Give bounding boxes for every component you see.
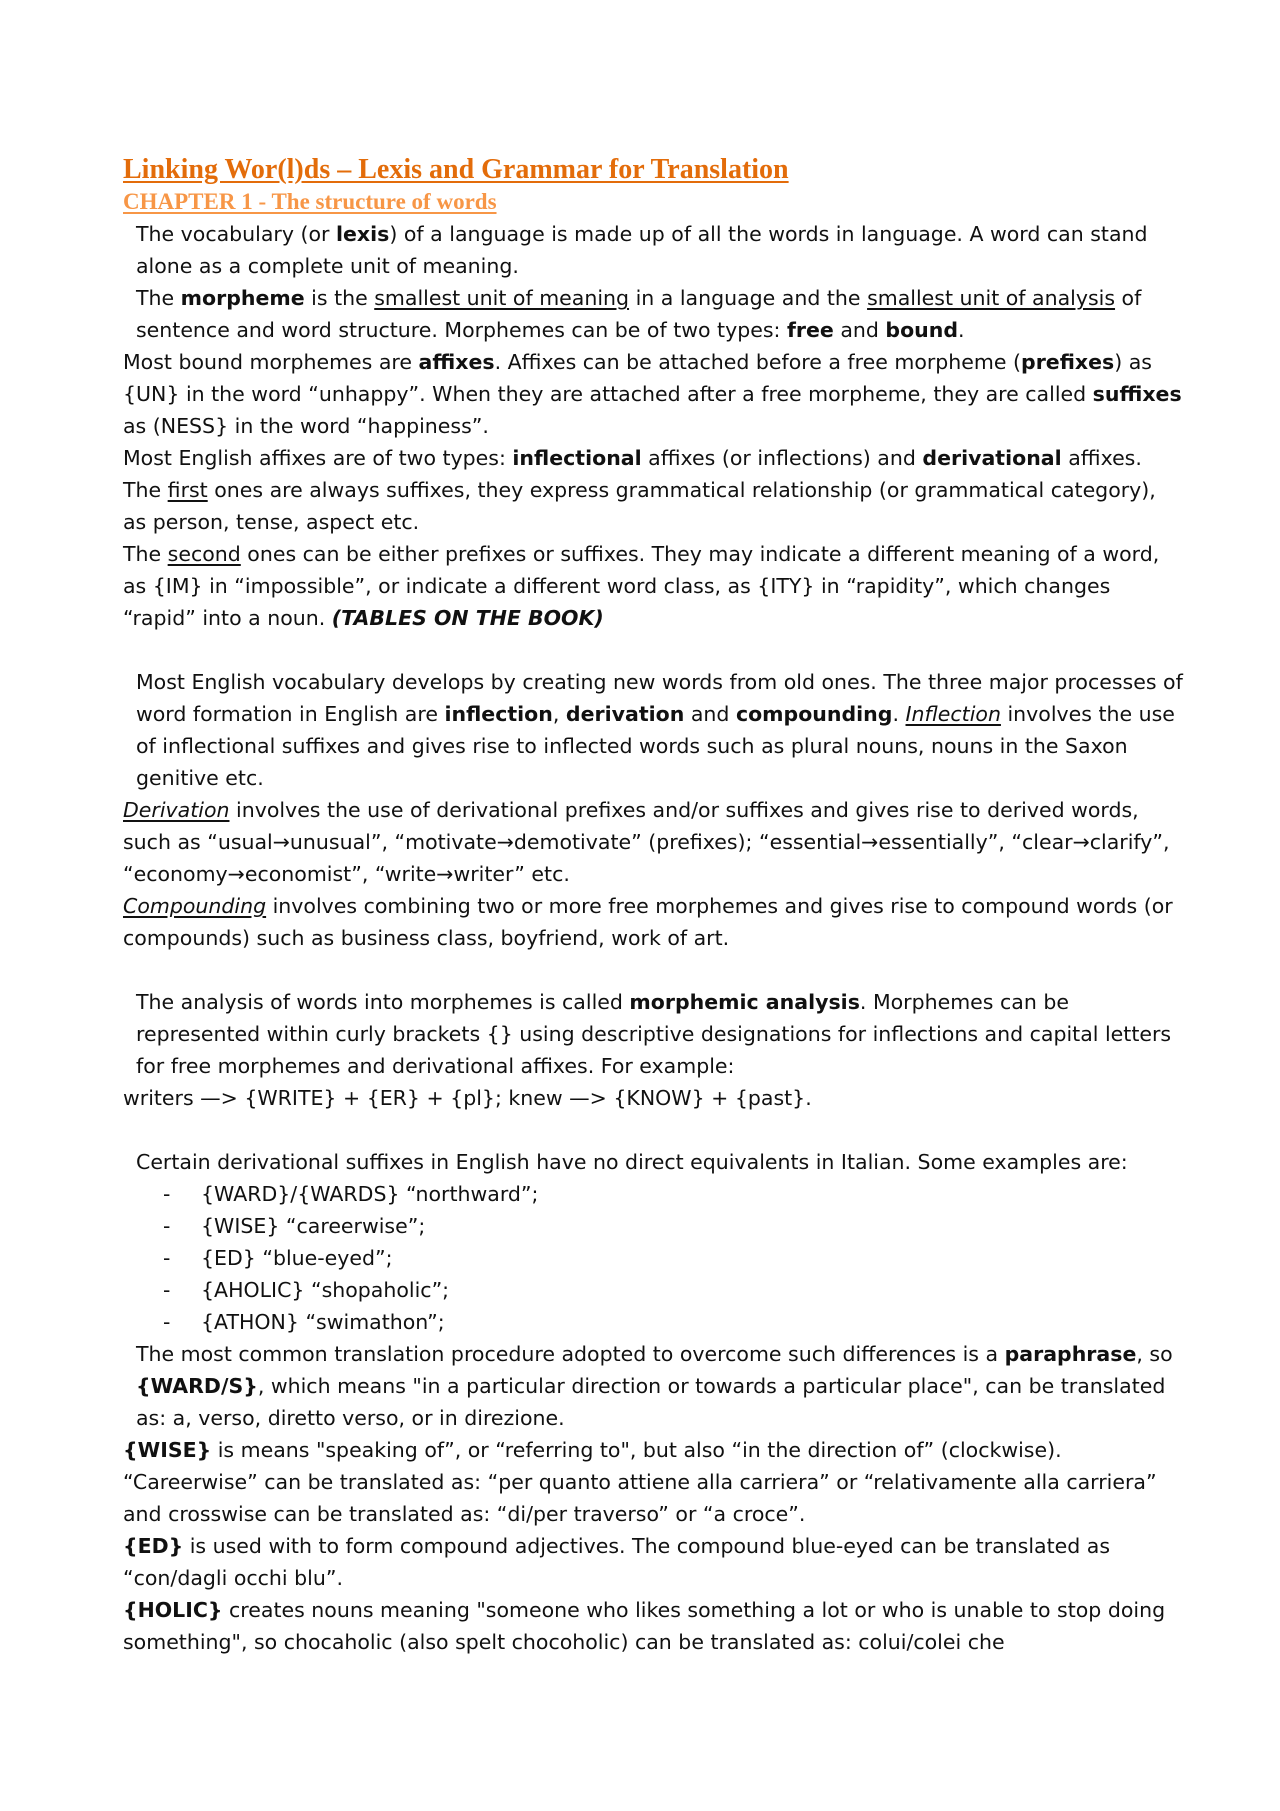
- paragraph-compounding: Compounding involves combining two or more free morphemes and gives rise to compound words (or compounds) such as business class, boyfriend, work of art.: [123, 894, 1173, 950]
- paragraph-morphemic-analysis: The analysis of words into morphemes is called morphemic analysis. Morphemes can be represented within curly brackets {} using descriptive designations for inflections and capital letters for free morphemes and derivational affixes. For example:: [136, 990, 1172, 1078]
- document-title: Linking Wor(l)ds – Lexis and Grammar for Translation: [123, 154, 789, 185]
- paragraph-holic: {HOLIC} creates nouns meaning "someone who likes something a lot or who is unable to stop doing something", so chocaholic (also spelt chocoholic) can be translated as: colui/colei che: [123, 1598, 1166, 1654]
- paragraph-derivation: Derivation involves the use of derivational prefixes and/or suffixes and gives rise to derived words, such as “usual→unusual”, “motivate→demotivate” (prefixes); “essential→essentially”, “clear→clarify”, “economy→economist”, “write→writer” etc.: [123, 798, 1170, 886]
- list-item: - {ED} “blue-eyed”;: [163, 1242, 1183, 1274]
- paragraph-ed: {ED} is used with to form compound adjectives. The compound blue-eyed can be translated as “con/dagli occhi blu”.: [123, 1534, 1111, 1590]
- paragraph-gap: [123, 954, 1183, 986]
- paragraph-second-ones: The second ones can be either prefixes or suffixes. They may indicate a different meaning of a word, as {IM} in “impossible”, or indicate a different word class, as {ITY} in “rapidity”, which changes “rapid” into a noun. (TABLES ON THE BOOK): [123, 542, 1160, 630]
- paragraph-gap: [123, 634, 1183, 666]
- paragraph-word-formation: Most English vocabulary develops by creating new words from old ones. The three major processes of word formation in English are inflection, derivation and compounding. Inflection involves the use of inflectional suffixes and gives rise to inflected words such as plural nouns, nouns in the Saxon genitive etc.: [136, 670, 1183, 790]
- paragraph-first-ones: The first ones are always suffixes, they express grammatical relationship (or grammatical category), as person, tense, aspect etc.: [123, 478, 1156, 534]
- paragraph-wise: {WISE} is means "speaking of”, or “referring to", but also “in the direction of” (clockwise). “Careerwise” can be translated as: “per quanto attiene alla carriera” or “relativamente alla carriera” and crosswise can be translated as: “di/per traverso” or “a croce”.: [123, 1438, 1157, 1526]
- list-item: - {WARD}/{WARDS} “northward”;: [163, 1178, 1183, 1210]
- paragraph-gap: [123, 1114, 1183, 1146]
- chapter-heading: CHAPTER 1 - The structure of words: [123, 189, 497, 214]
- paragraph-affixes: Most bound morphemes are affixes. Affixes can be attached before a free morpheme (prefixes) as {UN} in the word “unhappy”. When they are attached after a free morpheme, they are called suffixes as (NESS} in the word “happiness”.: [123, 350, 1182, 438]
- paragraph-lexis: The vocabulary (or lexis) of a language is made up of all the words in language. A word can stand alone as a complete unit of meaning.: [136, 222, 1148, 278]
- suffix-list: [123, 1178, 1183, 1338]
- list-item: - {WISE} “careerwise”;: [163, 1210, 1183, 1242]
- list-item: - {ATHON} “swimathon”;: [163, 1306, 1183, 1338]
- paragraph-suffixes-intro: Certain derivational suffixes in English have no direct equivalents in Italian. Some examples are:: [136, 1150, 1128, 1174]
- list-item: - {AHOLIC} “shopaholic”;: [163, 1274, 1183, 1306]
- document-page: [123, 152, 1183, 1658]
- paragraph-example: writers —> {WRITE} + {ER} + {pl}; knew —> {KNOW} + {past}.: [123, 1086, 812, 1110]
- paragraph-paraphrase: The most common translation procedure adopted to overcome such differences is a paraphrase, so {WARD/S}, which means "in a particular direction or towards a particular place", can be translated as: a, verso, diretto verso, or in direzione.: [136, 1342, 1173, 1430]
- paragraph-morpheme: The morpheme is the smallest unit of meaning in a language and the smallest unit of analysis of sentence and word structure. Morphemes can be of two types: free and bound.: [136, 286, 1142, 342]
- paragraph-affix-types: Most English affixes are of two types: inflectional affixes (or inflections) and derivational affixes.: [123, 446, 1142, 470]
